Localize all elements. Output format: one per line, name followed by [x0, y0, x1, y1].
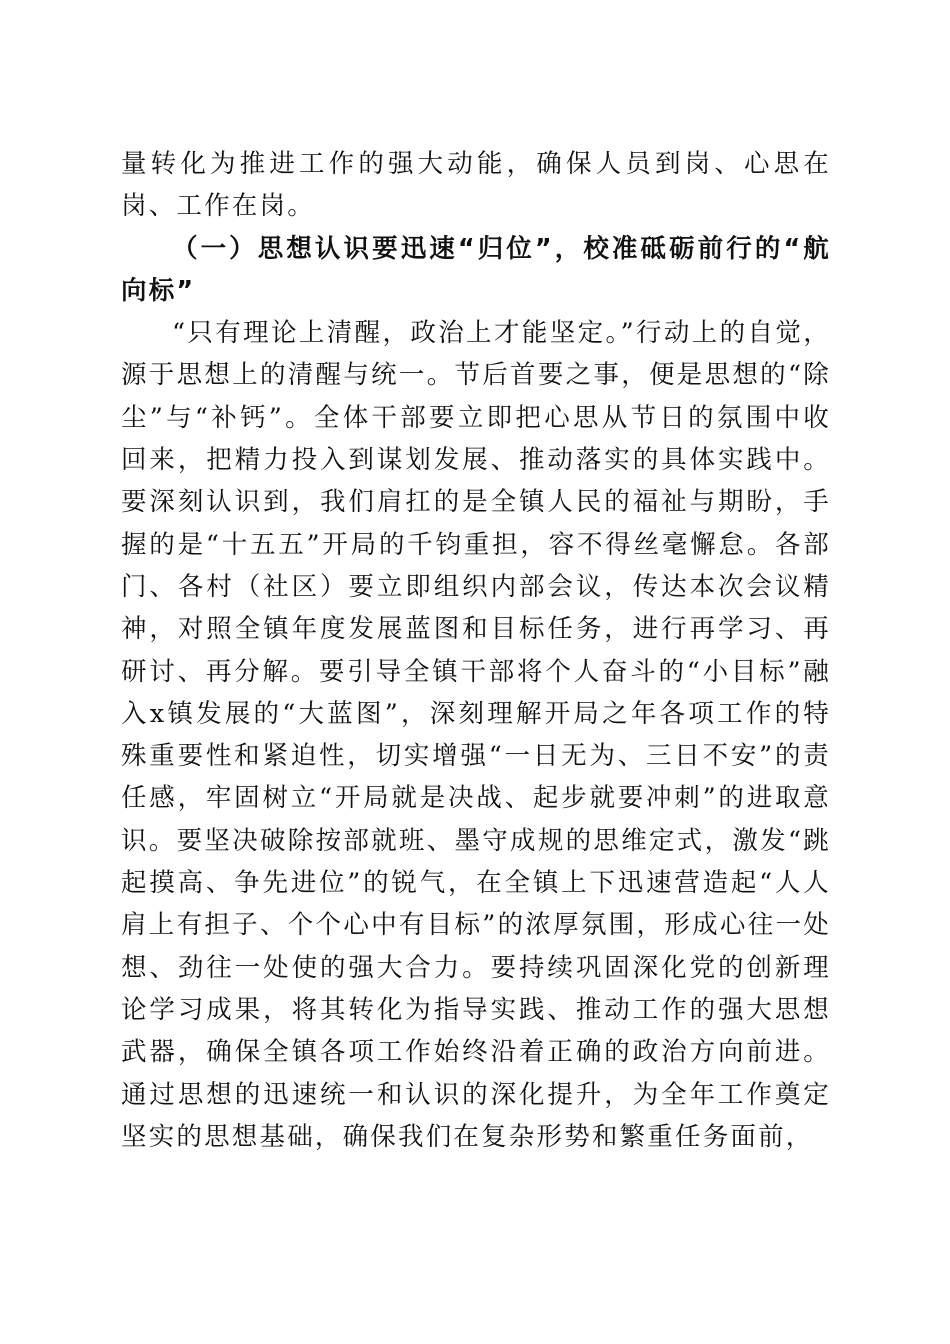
section-heading: （一）思想认识要迅速“归位”，校准砥砺前行的“航向标” [121, 233, 831, 306]
body-paragraph: “只有理论上清醒，政治上才能坚定。”行动上的自觉，源于思想上的清醒与统一。节后首要之事，便是思想的“除尘”与“补钙”。全体干部要立即把心思从节日的氛围中收回来，把精力投入到谋划发展、推动落实的具体实践中。要深刻认识到，我们肩扛的是全镇人民的福祉与期盼，手握的是“十五五”开局的千钧重担，容不得丝毫懈怠。各部门、各村（社区）要立即组织内部会议，传达本次会议精神，对照全镇年度发展蓝图和目标任务，进行再学习、再研讨、再分解。要引导全镇干部将个人奋斗的“小目标”融入x镇发展的“大蓝图”，深刻理解开局之年各项工作的特殊重要性和紧迫性，切实增强“一日无为、三日不安”的责任感，牢固树立“开局就是决战、起步就要冲刺”的进取意识。要坚决破除按部就班、墨守成规的思维定式，激发“跳起摸高、争先进位”的锐气，在全镇上下迅速营造起“人人肩上有担子、个个心中有目标”的浓厚氛围，形成心往一处想、劲往一处使的强大合力。要持续巩固深化党的创新理论学习成果，将其转化为指导实践、推动工作的强大思想武器，确保全镇各项工作始终沿着正确的政治方向前进。通过思想的迅速统一和认识的深化提升，为全年工作奠定坚实的思想基础，确保我们在复杂形势和繁重任务面前， [121, 318, 831, 1152]
continuation-paragraph: 量转化为推进工作的强大动能，确保人员到岗、心思在岗、工作在岗。 [121, 149, 831, 222]
document-body [121, 143, 831, 1158]
